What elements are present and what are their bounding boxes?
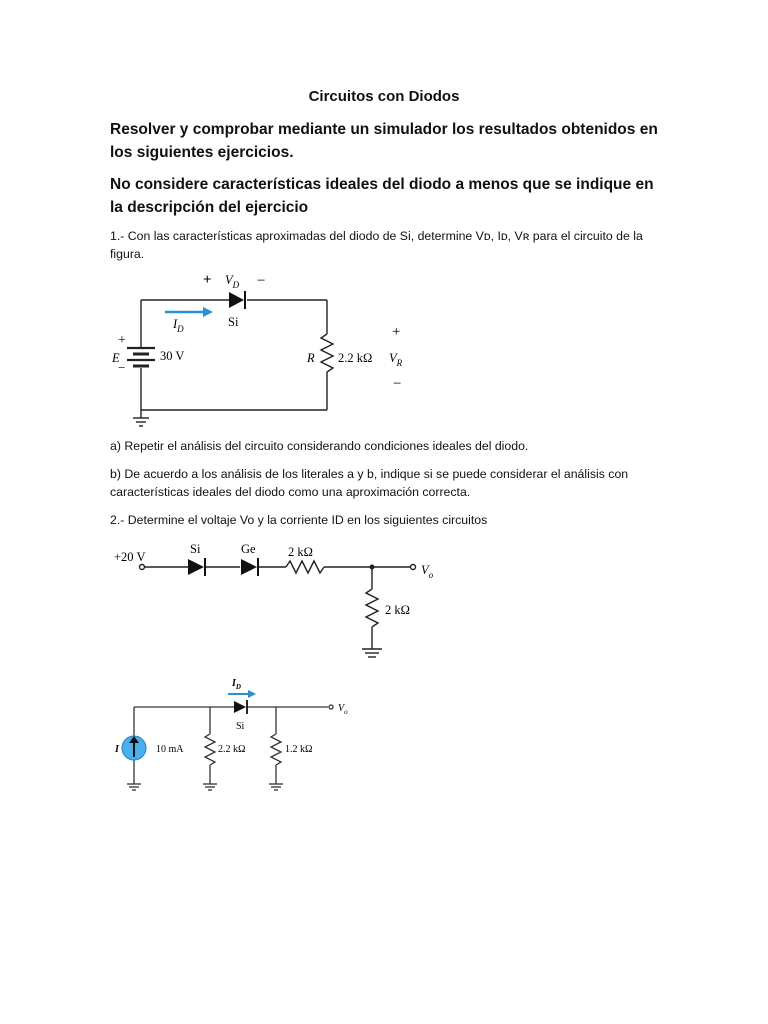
vd-minus: − <box>257 273 266 289</box>
si-diode-icon <box>188 558 205 576</box>
vr-plus: + <box>392 324 401 340</box>
diode-icon <box>234 700 247 714</box>
diode-icon <box>229 291 245 309</box>
i-label: I <box>115 744 119 755</box>
circuit-figure-1 <box>105 268 435 428</box>
diode-label: Si <box>236 721 245 732</box>
question-a: a) Repetir el análisis del circuito considerando condiciones ideales del diodo. <box>110 439 529 453</box>
e-minus: − <box>118 360 126 375</box>
diode-label: Si <box>228 315 239 329</box>
question-1: 1.- Con las características aproximadas del diodo de Si, determine Vᴅ, Iᴅ, Vʀ para el circuito de la figura. <box>110 229 643 261</box>
question-2: 2.- Determine el voltaje Vo y la corriente ID en los siguientes circuitos <box>110 513 488 527</box>
current-arrow-icon <box>228 690 256 698</box>
vd-plus: + <box>203 272 212 288</box>
circuit-figure-3 <box>110 670 370 800</box>
vr-minus: − <box>393 376 402 392</box>
e-label: E <box>112 351 120 365</box>
ge-diode-icon <box>241 558 258 576</box>
i-value: 10 mA <box>156 744 184 755</box>
e-plus: + <box>118 333 126 348</box>
r-label: R <box>307 351 315 365</box>
r1-value: 2.2 kΩ <box>218 744 246 755</box>
vo-label: $V_o$ <box>421 563 434 580</box>
battery-icon <box>127 348 155 366</box>
current-arrow-icon <box>165 307 213 317</box>
question-b: b) De acuerdo a los análisis de los literales a y b, indique si se puede considerar el análisis con características ideales del diodo como una aproximación correcta. <box>110 467 629 499</box>
r2-label: 2 kΩ <box>385 603 410 617</box>
source-label: +20 V <box>114 550 146 564</box>
circuit-figure-2 <box>110 535 450 665</box>
id-label: $I_D$ <box>173 317 184 334</box>
ge-label: Ge <box>241 542 256 556</box>
id-label: $I_D$ <box>232 678 241 691</box>
r1-label: 2 kΩ <box>288 545 313 559</box>
current-source-icon <box>122 736 146 760</box>
e-value: 30 V <box>160 349 185 363</box>
vr-label: $V_R$ <box>389 351 403 368</box>
heading-instructions: Resolver y comprobar mediante un simulador los resultados obtenidos en los siguientes ejercicios. <box>110 121 658 161</box>
r-value: 2.2 kΩ <box>338 351 373 365</box>
si-label: Si <box>190 542 201 556</box>
r2-value: 1.2 kΩ <box>285 744 313 755</box>
vd-label: $V_D$ <box>225 273 240 290</box>
vo-label: $V_o$ <box>338 703 348 716</box>
heading-note: No considere características ideales del diodo a menos que se indique en la descripción del ejercicio <box>110 176 654 216</box>
page-title: Circuitos con Diodos <box>308 88 460 105</box>
